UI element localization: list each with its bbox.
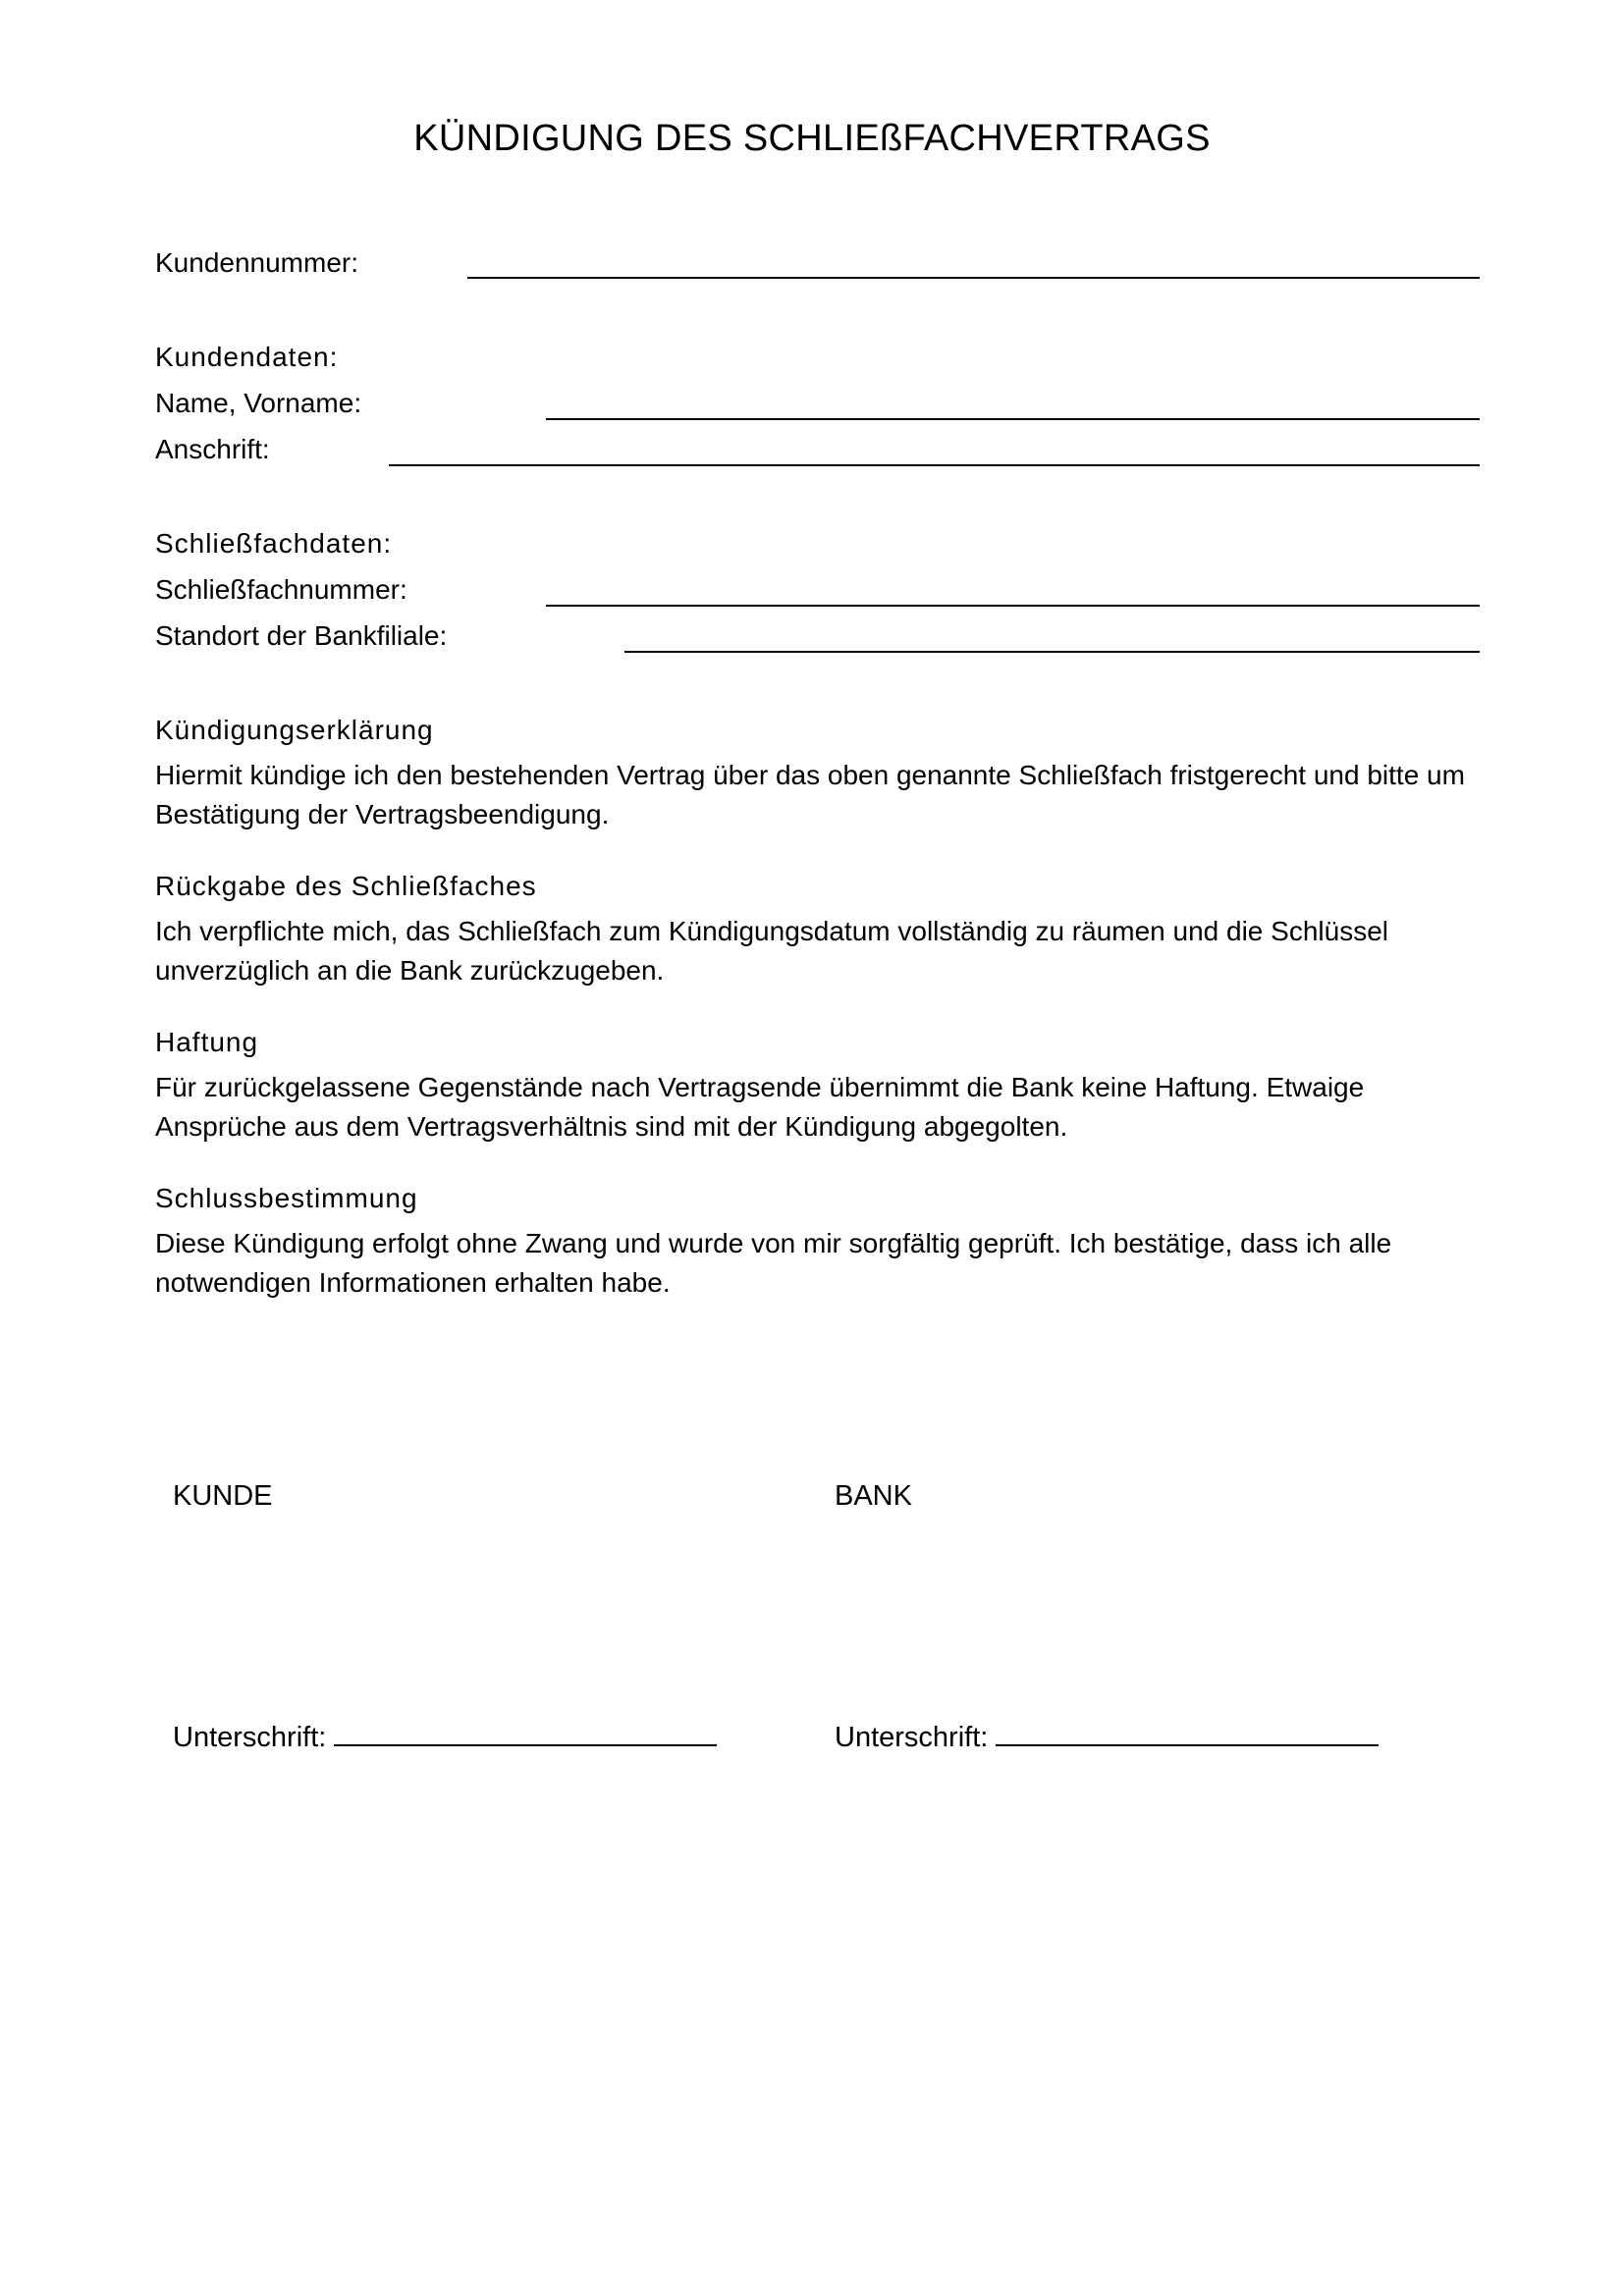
branch-location-label: Standort der Bankfiliale:: [155, 620, 448, 651]
address-label: Anschrift:: [155, 434, 270, 464]
customer-number-field[interactable]: [467, 277, 1480, 279]
branch-location-field[interactable]: [624, 651, 1480, 653]
section-heading-return: Rückgabe des Schließfaches: [155, 871, 537, 901]
section-text-termination: Hiermit kündige ich den bestehenden Vertrag über das oben genannte Schließfach fristgerecht und bitte um Bestätigung der Vertragsbeendigung.: [155, 760, 1465, 829]
address-field[interactable]: [389, 464, 1480, 466]
section-heading-liability: Haftung: [155, 1027, 259, 1057]
name-label: Name, Vorname:: [155, 388, 362, 418]
customer-signature-row: [173, 1721, 717, 1754]
customer-data-heading: Kundendaten:: [155, 342, 339, 372]
box-number-field[interactable]: [546, 605, 1480, 607]
name-field[interactable]: [546, 418, 1480, 420]
section-heading-termination: Kündigungserklärung: [155, 715, 434, 745]
section-text-liability: Für zurückgelassene Gegenstände nach Vertragsende übernimmt die Bank keine Haftung. Etwaige Ansprüche aus dem Vertragsverhältnis sind mit der Kündigung abgegolten.: [155, 1072, 1365, 1142]
customer-signature-heading: KUNDE: [173, 1480, 273, 1512]
box-data-heading: Schließfachdaten:: [155, 528, 393, 559]
bank-signature-field[interactable]: [996, 1721, 1379, 1746]
bank-signature-heading: BANK: [835, 1480, 912, 1512]
customer-number-label: Kundennummer:: [155, 247, 359, 278]
customer-signature-field[interactable]: [334, 1721, 717, 1746]
bank-signature-label: Unterschrift:: [835, 1722, 989, 1753]
section-heading-final: Schlussbestimmung: [155, 1183, 418, 1213]
customer-signature-label: Unterschrift:: [173, 1722, 327, 1753]
section-text-final: Diese Kündigung erfolgt ohne Zwang und wurde von mir sorgfältig geprüft. Ich bestätige, dass ich alle notwendigen Informationen erhalten habe.: [155, 1228, 1392, 1298]
box-number-label: Schließfachnummer:: [155, 574, 407, 605]
document-title: KÜNDIGUNG DES SCHLIEßFACHVERTRAGS: [413, 118, 1211, 159]
bank-signature-row: [835, 1721, 1379, 1754]
section-text-return: Ich verpflichte mich, das Schließfach zum Kündigungsdatum vollständig zu räumen und die Schlüssel unverzüglich an die Bank zurückzugeben.: [155, 916, 1388, 986]
